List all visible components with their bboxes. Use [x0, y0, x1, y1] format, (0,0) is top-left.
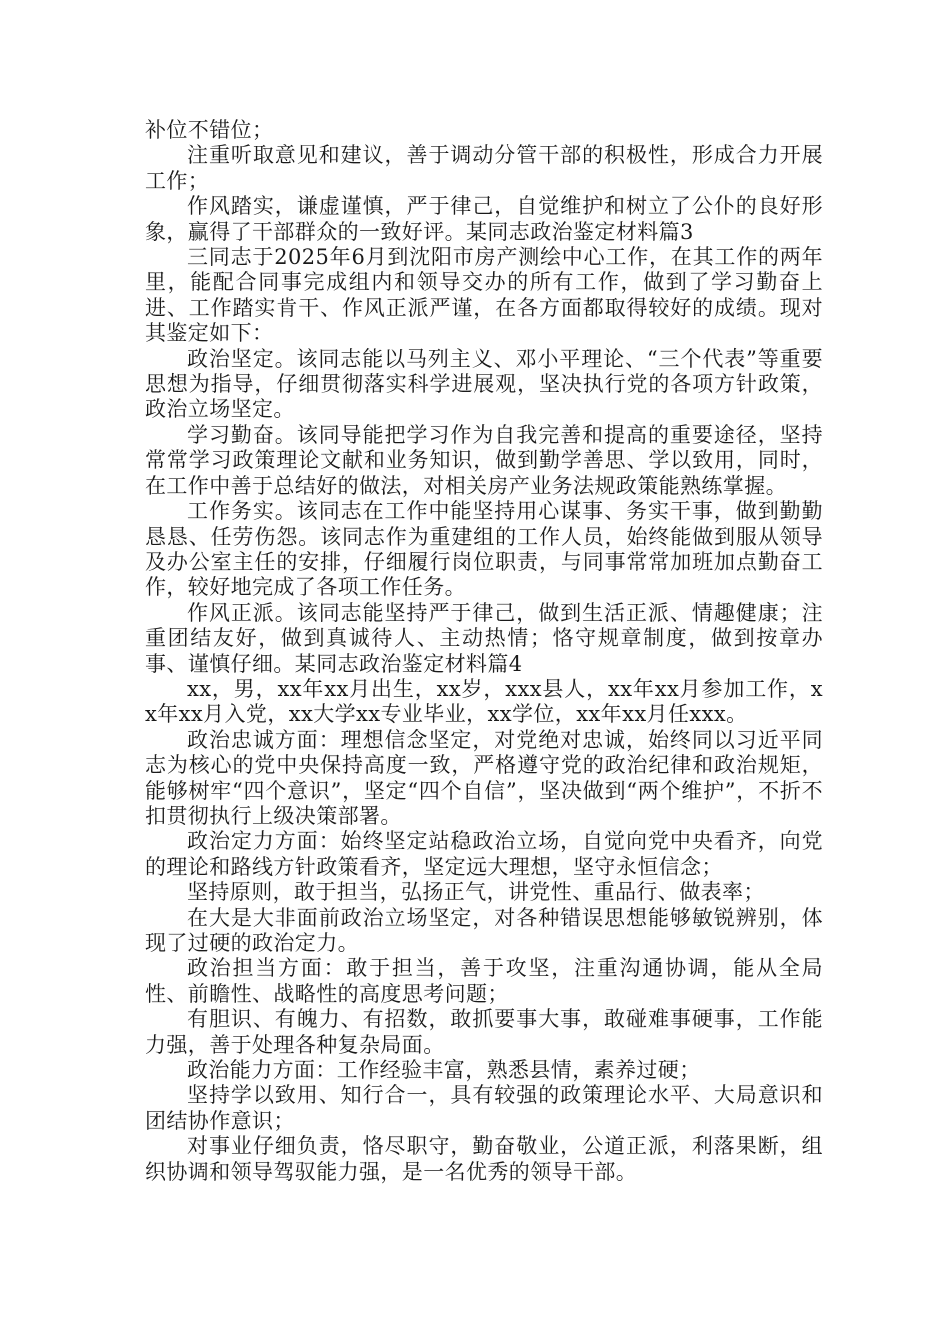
paragraph: 有胆识、有魄力、有招数，敢抓要事大事，敢碰难事硬事，工作能力强，善于处理各种复杂局面。 [145, 1007, 823, 1057]
paragraph: xx，男，xx年xx月出生，xx岁，xxx县人，xx年xx月参加工作，xx年xx月入党，xx大学xx专业毕业，xx学位，xx年xx月任xxx。 [145, 676, 823, 727]
paragraph: 学习勤奋。该同导能把学习作为自我完善和提高的重要途径，坚持常常学习政策理论文献和业务知识，做到勤学善思、学以致用，同时，在工作中善于总结好的做法，对相关房产业务法规政策能熟练掌握。 [145, 422, 823, 498]
paragraph: 在大是大非面前政治立场坚定，对各种错误思想能够敏锐辨别，体现了过硬的政治定力。 [145, 905, 823, 955]
paragraph: 坚持学以致用、知行合一，具有较强的政策理论水平、大局意识和团结协作意识； [145, 1083, 823, 1133]
paragraph: 工作务实。该同志在工作中能坚持用心谋事、务实干事，做到勤勤恳恳、任劳伤怨。该同志作为重建组的工作人员，始终能做到服从领导及办公室主任的安排，仔细履行岗位职责，与同事常常加班加点勤奋工作，较好地完成了各项工作任务。 [145, 499, 823, 600]
paragraph: 政治能力方面：工作经验丰富，熟悉县情，素养过硬； [187, 1058, 701, 1083]
paragraph: 注重听取意见和建议，善于调动分管干部的积极性，形成合力开展工作； [145, 143, 823, 193]
paragraph: 政治担当方面：敢于担当，善于攻坚，注重沟通协调，能从全局性、前瞻性、战略性的高度思考问题； [145, 956, 823, 1006]
paragraph: 补位不错位； [145, 118, 274, 142]
paragraph: 三同志于2025年6月到沈阳市房产测绘中心工作，在其工作的两年里，能配合同事完成组内和领导交办的所有工作，做到了学习勤奋上进、工作踏实肯干、作风正派严谨，在各方面都取得较好的成绩。现对其鉴定如下： [145, 245, 823, 346]
paragraph: 作风正派。该同志能坚持严于律己，做到生活正派、情趣健康；注重团结友好，做到真诚待人、主动热情；恪守规章制度，做到按章办事、谨慎仔细。某同志政治鉴定材料篇4 [145, 600, 823, 676]
document-body [145, 118, 823, 1185]
paragraph: 政治坚定。该同志能以马列主义、邓小平理论、“三个代表”等重要思想为指导，仔细贯彻落实科学进展观，坚决执行党的各项方针政策，政治立场坚定。 [145, 346, 823, 422]
paragraph: 坚持原则，敢于担当，弘扬正气，讲党性、重品行、做表率； [187, 880, 765, 905]
paragraph: 政治忠诚方面：理想信念坚定，对党绝对忠诚，始终同以习近平同志为核心的党中央保持高度一致，严格遵守党的政治纪律和政治规矩，能够树牢“四个意识”，坚定“四个自信”，坚决做到“两个维护”，不折不扣贯彻执行上级决策部署。 [145, 727, 823, 828]
paragraph: 对事业仔细负责，恪尽职守，勤奋敬业，公道正派，利落果断，组织协调和领导驾驭能力强，是一名优秀的领导干部。 [145, 1134, 823, 1184]
paragraph: 作风踏实，谦虚谨慎，严于律己，自觉维护和树立了公仆的良好形象，赢得了干部群众的一致好评。某同志政治鉴定材料篇3 [145, 194, 823, 244]
paragraph: 政治定力方面：始终坚定站稳政治立场，自觉向党中央看齐，向党的理论和路线方针政策看齐，坚定远大理想，坚守永恒信念； [145, 829, 823, 879]
